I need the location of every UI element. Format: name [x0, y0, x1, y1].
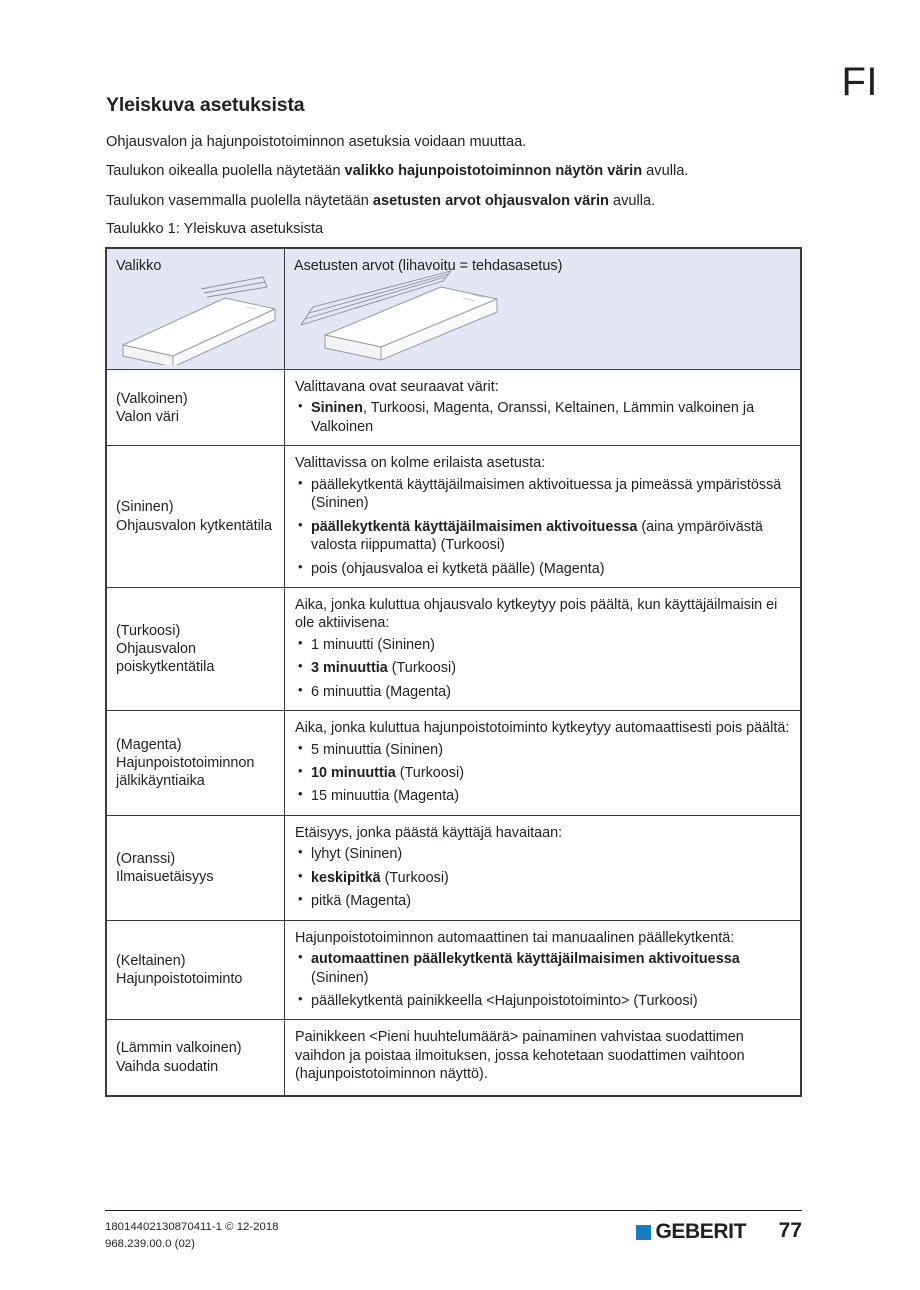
values-cell: [285, 587, 801, 710]
values-cell: [285, 370, 801, 446]
table-row: [107, 815, 801, 920]
language-marker: FI: [841, 60, 878, 104]
table-row: [107, 370, 801, 446]
values-lead-text: Valittavana ovat seuraavat värit:: [295, 379, 499, 395]
table-header-cell-menu: [107, 249, 285, 370]
intro-line-3: [106, 192, 806, 210]
values-lead-text: Painikkeen <Pieni huuhtelumäärä> painaminen vahvistaa suodattimen vaihdon ja poistaa ilmoituksen, jossa kehotetaan suodattimen vaihtoon (hajunpoistotoiminnon näyttö).: [295, 1029, 745, 1083]
option-item: [295, 560, 790, 578]
option-text: , Turkoosi, Magenta, Oranssi, Keltainen, Lämmin valkoinen ja Valkoinen: [311, 400, 755, 435]
footer-divider: [105, 1210, 802, 1211]
menu-color-label: (Valkoinen): [116, 390, 188, 407]
option-default-value: Sininen: [311, 400, 363, 417]
intro-line-2-pre: Taulukon oikealla puolella näytetään: [106, 163, 345, 180]
menu-cell: [107, 446, 285, 588]
menu-cell: [107, 920, 285, 1020]
option-default-value: automaattinen päällekytkentä käyttäjäilmaisimen aktivoituessa: [311, 951, 740, 968]
document-code-line-2: 968.239.00.0 (02): [105, 1237, 195, 1250]
shower-channel-isometric-icon: [293, 269, 513, 367]
menu-name-label: Valon väri: [116, 408, 179, 425]
option-list: [295, 950, 790, 1010]
geberit-logo: [636, 1220, 746, 1244]
option-default-value: keskipitkä: [311, 869, 381, 886]
option-text: (Turkoosi): [380, 869, 449, 886]
option-item: [295, 476, 790, 513]
option-list: [295, 476, 790, 578]
menu-name-label: Hajunpoistotoiminto: [116, 971, 243, 987]
option-default-value: 3 minuuttia: [311, 660, 388, 677]
option-item: [295, 741, 790, 759]
option-item: [295, 845, 790, 863]
option-item: [295, 518, 790, 555]
table-header-row: [107, 249, 801, 370]
values-lead-text: Valittavissa on kolme erilaista asetusta:: [295, 455, 546, 472]
option-list: [295, 741, 790, 806]
page-content: [106, 94, 806, 245]
option-text: 6 minuuttia (Magenta): [311, 683, 451, 700]
intro-line-3-post: avulla.: [608, 192, 656, 209]
values-cell: [285, 446, 801, 588]
option-list: [295, 845, 790, 910]
settings-table-body: [107, 249, 801, 1096]
intro-line-2-post: avulla.: [642, 163, 689, 180]
option-text: pitkä (Magenta): [311, 893, 411, 910]
values-lead-text: Hajunpoistotoiminnon automaattinen tai manuaalinen päällekytkentä:: [295, 929, 735, 946]
option-text: 15 minuuttia (Magenta): [311, 788, 459, 805]
values-cell: [285, 1020, 801, 1095]
table-row: [107, 446, 801, 588]
table-row: [107, 920, 801, 1020]
option-item: [295, 992, 790, 1010]
page-number: 77: [778, 1219, 802, 1242]
values-cell: [285, 920, 801, 1020]
option-list: [295, 636, 790, 701]
option-item: [295, 636, 790, 654]
menu-name-label: Ilmaisuetäisyys: [116, 868, 214, 885]
option-text: (Turkoosi): [395, 765, 464, 781]
logo-square-icon: [636, 1225, 651, 1240]
option-text: 5 minuuttia (Sininen): [311, 741, 443, 758]
table-row: [107, 1020, 801, 1095]
option-text: lyhyt (Sininen): [311, 846, 403, 863]
settings-table: [105, 247, 802, 1097]
option-item: [295, 950, 790, 987]
option-default-value: 10 minuuttia: [311, 765, 396, 781]
values-lead-text: Aika, jonka kuluttua hajunpoistotoiminto kytkeytyy automaattisesti pois päältä:: [295, 720, 790, 737]
document-code-line-1: 18014402130870411-1 © 12-2018: [105, 1221, 279, 1233]
page-footer: [105, 1219, 802, 1271]
menu-color-label: (Lämmin valkoinen): [116, 1040, 242, 1057]
intro-line-2: [106, 162, 806, 180]
menu-cell: [107, 1020, 285, 1095]
menu-name-label: Ohjausvalon kytkentätila: [116, 517, 272, 534]
intro-line-1: Ohjausvalon ja hajunpoistotoiminnon asetuksia voidaan muuttaa.: [106, 134, 527, 150]
option-item: [295, 892, 790, 910]
option-text: (Turkoosi): [387, 660, 456, 677]
table-caption: Taulukko 1: Yleiskuva asetuksista: [106, 221, 324, 238]
option-text: (Sininen): [311, 969, 369, 986]
option-item: [295, 683, 790, 701]
values-cell: [285, 711, 801, 816]
values-lead-text: Aika, jonka kuluttua ohjausvalo kytkeytyy pois päältä, kun käyttäjäilmaisin ei ole aktiivisena:: [295, 596, 778, 632]
option-item: [295, 399, 790, 436]
document-codes: [105, 1219, 279, 1252]
menu-cell: [107, 711, 285, 816]
option-item: [295, 869, 790, 887]
values-cell: [285, 815, 801, 920]
option-item: [295, 787, 790, 805]
values-lead-text: Etäisyys, jonka päästä käyttäjä havaitaan:: [295, 824, 563, 841]
option-default-value: päällekytkentä käyttäjäilmaisimen aktivoituessa: [311, 518, 638, 535]
table-header-label-values: Asetusten arvot (lihavoitu = tehdasasetus): [294, 258, 563, 274]
menu-name-label: Ohjausvalon poiskytkentätila: [116, 640, 215, 676]
menu-color-label: (Keltainen): [116, 952, 186, 969]
intro-line-2-bold: valikko hajunpoistotoiminnon näytön värin: [344, 163, 643, 180]
table-row: [107, 711, 801, 816]
table-row: [107, 587, 801, 710]
intro-line-3-pre: Taulukon vasemmalla puolella näytetään: [106, 192, 373, 209]
menu-cell: [107, 370, 285, 446]
menu-cell: [107, 587, 285, 710]
menu-name-label: Hajunpoistotoiminnon jälkikäyntiaika: [116, 754, 255, 790]
menu-color-label: (Oranssi): [116, 850, 176, 867]
brand-name: GEBERIT: [655, 1220, 746, 1243]
shower-channel-isometric-icon: [113, 273, 285, 365]
menu-color-label: (Magenta): [116, 736, 182, 753]
option-text: (aina ympäröivästä valosta riippumatta) (Turkoosi): [311, 518, 763, 554]
table-header-cell-values: [285, 249, 801, 370]
menu-name-label: Vaihda suodatin: [116, 1058, 219, 1075]
option-text: pois (ohjausvaloa ei kytketä päälle) (Magenta): [311, 560, 605, 577]
option-text: päällekytkentä painikkeella <Hajunpoistotoiminto> (Turkoosi): [311, 992, 698, 1009]
menu-cell: [107, 815, 285, 920]
menu-color-label: (Sininen): [116, 499, 174, 516]
table-header-label-menu: Valikko: [116, 258, 162, 274]
page-title: Yleiskuva asetuksista: [106, 94, 305, 116]
option-item: [295, 659, 790, 677]
option-text: päällekytkentä käyttäjäilmaisimen aktivoituessa ja pimeässä ympäristössä (Sininen): [311, 476, 782, 512]
menu-color-label: (Turkoosi): [116, 622, 181, 639]
option-list: [295, 399, 790, 436]
intro-line-3-bold: asetusten arvot ohjausvalon värin: [372, 192, 609, 209]
option-item: [295, 764, 790, 782]
option-text: 1 minuutti (Sininen): [311, 636, 435, 653]
